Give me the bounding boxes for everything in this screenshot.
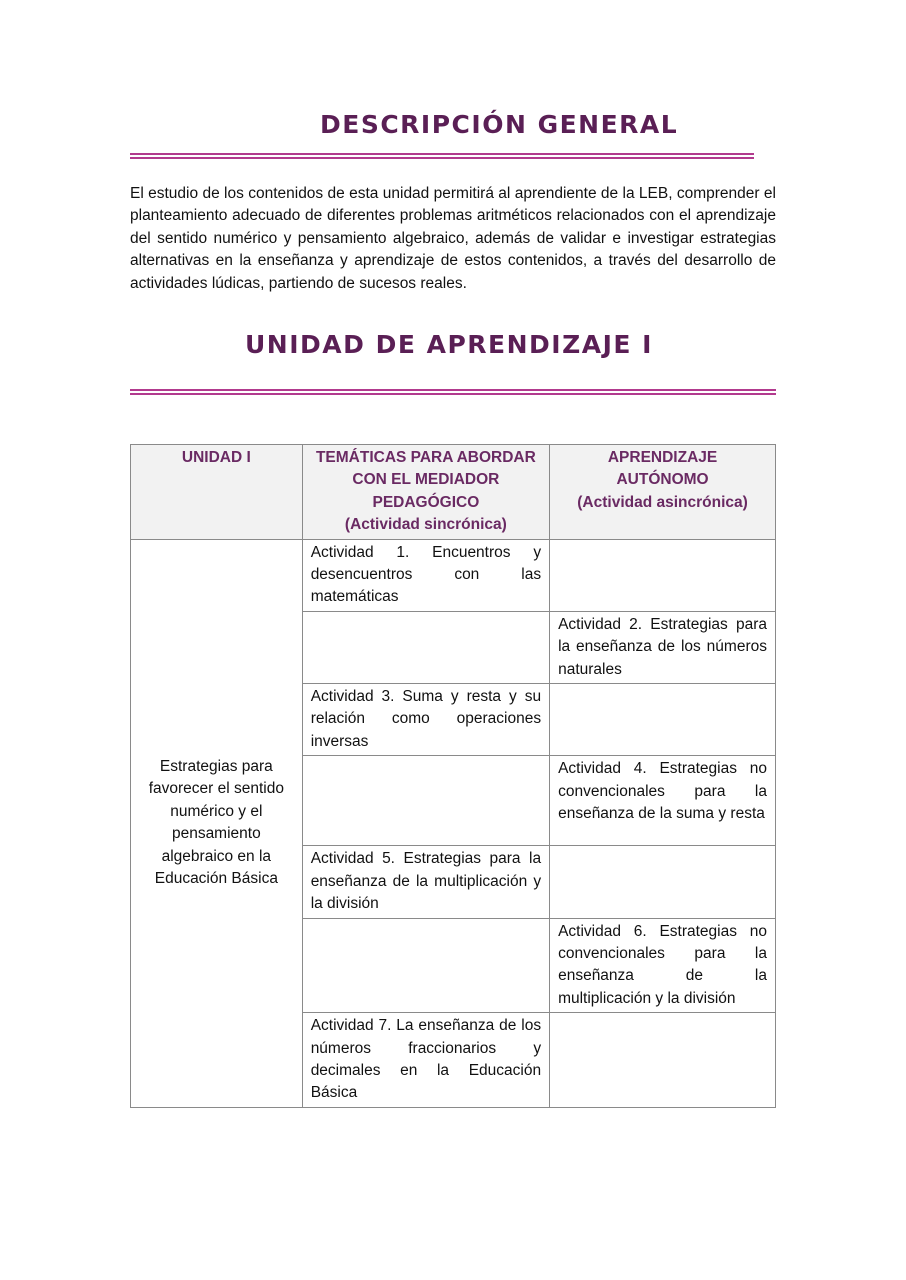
unit-description-text: Estrategias para favorecer el sentido numérico y el pensamiento algebraico en la Educación Básica xyxy=(148,757,284,887)
async-activity xyxy=(550,539,776,611)
sync-activity: Actividad 3. Suma y resta y su relación como operaciones inversas xyxy=(302,684,549,756)
sync-activity xyxy=(302,756,549,846)
section-title-descripcion: DESCRIPCIÓN GENERAL xyxy=(320,110,679,139)
header-sync xyxy=(302,445,549,540)
header-sync-title: TEMÁTICAS PARA ABORDAR CON EL MEDIADOR PEDAGÓGICO xyxy=(315,449,536,511)
sync-activity xyxy=(302,611,549,683)
async-activity: Actividad 6. Estrategias no convencionales para la enseñanza de la multiplicación y la división xyxy=(550,918,776,1013)
async-activity xyxy=(550,1013,776,1108)
async-activity xyxy=(550,684,776,756)
description-paragraph: El estudio de los contenidos de esta unidad permitirá al aprendiente de la LEB, comprender el planteamiento adecuado de diferentes problemas aritméticos relacionados con el aprendizaje del sentido numérico y pensamiento algebraico, además de validar e investigar estrategias alternativas en la enseñanza y aprendizaje de estos contenidos, a través del desarrollo de actividades lúdicas, partiendo de sucesos reales. xyxy=(130,185,776,292)
async-activity: Actividad 4. Estrategias no convencionales para la enseñanza de la suma y resta xyxy=(550,756,776,846)
async-activity xyxy=(550,846,776,918)
sync-activity: Actividad 1. Encuentros y desencuentros con las matemáticas xyxy=(302,539,549,611)
sync-activity: Actividad 7. La enseñanza de los números fraccionarios y decimales en la Educación Básica xyxy=(302,1013,549,1108)
header-async-title: APRENDIZAJE AUTÓNOMO xyxy=(607,449,718,489)
table-header-row xyxy=(131,445,776,540)
sync-activity: Actividad 5. Estrategias para la enseñanza de la multiplicación y la división xyxy=(302,846,549,918)
sync-activity xyxy=(302,918,549,1013)
header-async xyxy=(550,445,776,540)
table-row xyxy=(131,539,776,611)
header-unidad: UNIDAD I xyxy=(131,445,303,540)
title-underline xyxy=(130,153,754,159)
unit-description xyxy=(131,539,303,1107)
header-sync-subtitle: (Actividad sincrónica) xyxy=(344,516,507,534)
async-activity: Actividad 2. Estrategias para la enseñanza de los números naturales xyxy=(550,611,776,683)
title-underline xyxy=(130,389,776,395)
header-async-subtitle: (Actividad asincrónica) xyxy=(577,493,748,511)
activities-table xyxy=(130,444,776,1108)
section-title-unidad: UNIDAD DE APRENDIZAJE I xyxy=(245,330,653,359)
